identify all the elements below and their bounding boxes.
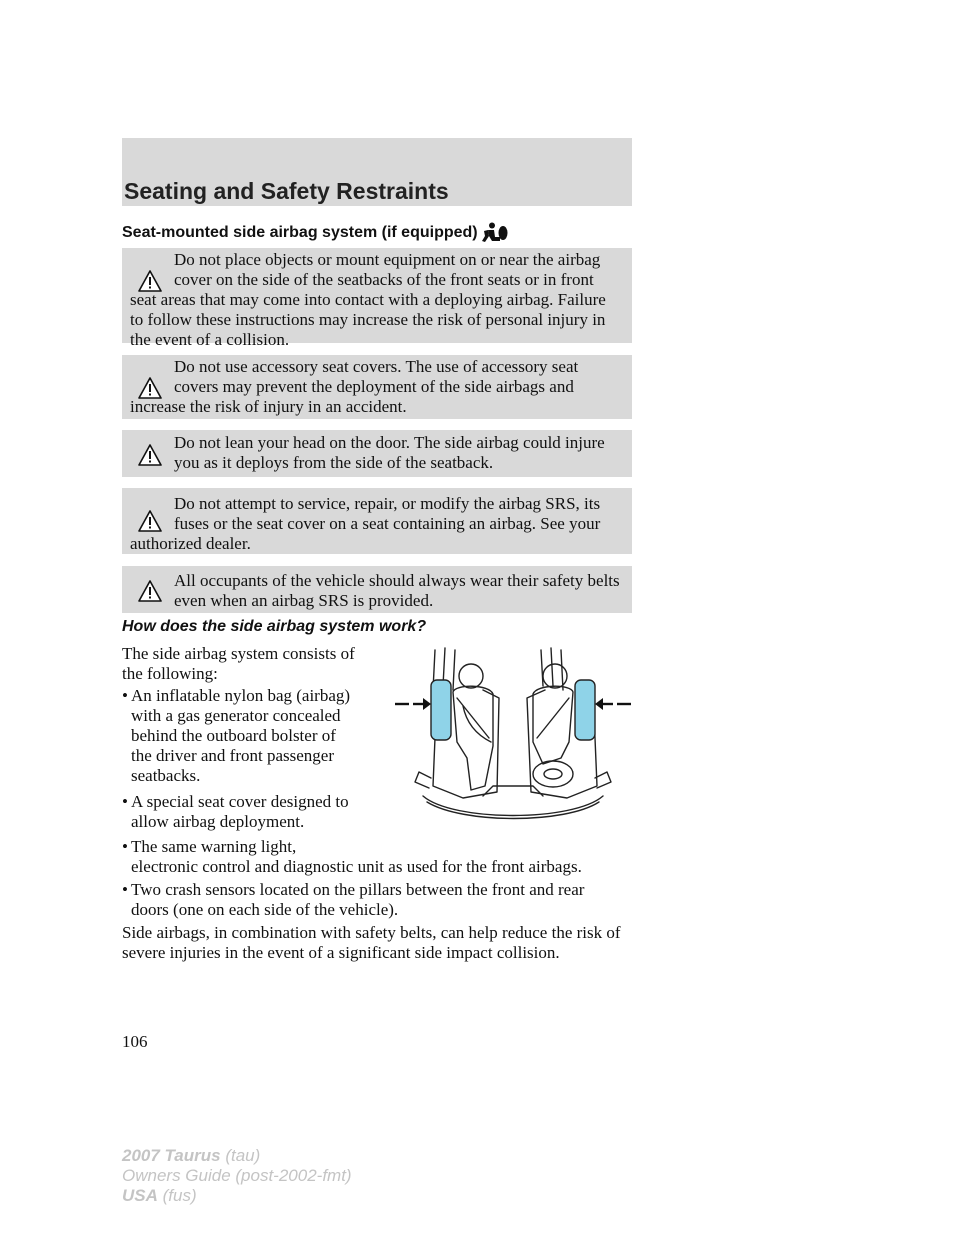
warning-triangle-icon: [138, 377, 162, 399]
footer-line: USA (fus): [122, 1186, 197, 1205]
warning-triangle-icon: [138, 510, 162, 532]
page-title: Seating and Safety Restraints: [124, 178, 449, 204]
bullet-text: behind the outboard bolster of: [131, 726, 336, 745]
bullet-symbol: •: [122, 792, 128, 811]
bullet-text: electronic control and diagnostic unit as used for the front airbags.: [131, 857, 582, 876]
warning-text-line: fuses or the seat cover on a seat containing an airbag. See your: [174, 514, 601, 533]
bullet-text: The same warning light,: [131, 837, 297, 856]
warning-text-line: Do not place objects or mount equipment on or near the airbag: [174, 250, 601, 269]
footer-line: Owners Guide (post-2002-fmt): [122, 1166, 352, 1185]
footer-line: 2007 Taurus (tau): [122, 1146, 261, 1165]
section-heading: Seat-mounted side airbag system (if equipped): [122, 224, 478, 241]
warning-text-line: even when an airbag SRS is provided.: [174, 591, 434, 610]
warning-text-line: Do not attempt to service, repair, or modify the airbag SRS, its: [174, 494, 601, 513]
warning-text-line: seat areas that may come into contact with a deploying airbag. Failure: [130, 290, 606, 309]
warning-text-line: Do not use accessory seat covers. The use of accessory seat: [174, 357, 579, 376]
side-airbag-illustration: [393, 646, 633, 824]
warning-box: [122, 355, 632, 419]
closing-line: Side airbags, in combination with safety belts, can help reduce the risk of: [122, 923, 621, 942]
warning-box: [122, 566, 632, 613]
warning-text-line: authorized dealer.: [130, 534, 251, 553]
warning-box: [122, 488, 632, 554]
warning-box: [122, 248, 632, 349]
intro-line: The side airbag system consists of: [122, 644, 355, 663]
bullet-text: the driver and front passenger: [131, 746, 334, 765]
warning-text-line: to follow these instructions may increase the risk of personal injury in: [130, 310, 606, 329]
bullet-text: seatbacks.: [131, 766, 201, 785]
bullet-symbol: •: [122, 837, 128, 856]
warning-text-line: increase the risk of injury in an accident.: [130, 397, 407, 416]
warning-text-line: the event of a collision.: [130, 330, 290, 349]
warning-text-line: cover on the side of the seatbacks of the front seats or in front: [174, 270, 594, 289]
warning-box: [122, 430, 632, 477]
intro-line: the following:: [122, 664, 218, 683]
how-it-works-heading: How does the side airbag system work?: [122, 618, 427, 635]
warning-text-line: All occupants of the vehicle should always wear their safety belts: [174, 571, 620, 590]
bullet-text: allow airbag deployment.: [131, 812, 305, 831]
warning-text-line: you as it deploys from the side of the seatback.: [174, 453, 494, 472]
warning-triangle-icon: [138, 580, 162, 602]
bullet-symbol: •: [122, 686, 128, 705]
warning-triangle-icon: [138, 270, 162, 292]
airbag-seat-icon: [480, 222, 508, 244]
closing-line: severe injuries in the event of a significant side impact collision.: [122, 943, 560, 962]
bullet-text: An inflatable nylon bag (airbag): [131, 686, 351, 705]
page-number: 106: [122, 1032, 148, 1051]
bullet-text: Two crash sensors located on the pillars between the front and rear: [131, 880, 585, 899]
bullet-symbol: •: [122, 880, 128, 899]
bullet-text: A special seat cover designed to: [131, 792, 349, 811]
warning-text-line: covers may prevent the deployment of the side airbags and: [174, 377, 574, 396]
bullet-text: doors (one on each side of the vehicle).: [131, 900, 399, 919]
warning-triangle-icon: [138, 444, 162, 466]
warning-text-line: Do not lean your head on the door. The side airbag could injure: [174, 433, 605, 452]
bullet-text: with a gas generator concealed: [131, 706, 341, 725]
